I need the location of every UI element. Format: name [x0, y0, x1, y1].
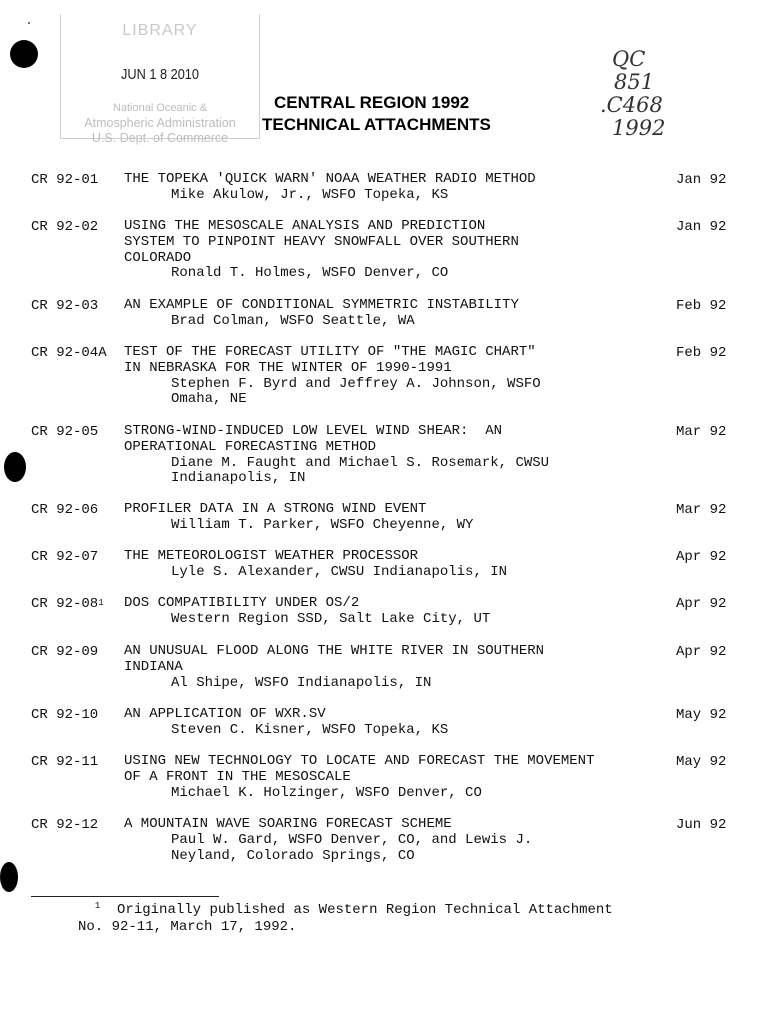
entry-code-text: CR 92-11	[31, 754, 99, 770]
entry-date: Jun 92	[676, 817, 727, 833]
entry-text	[124, 502, 473, 534]
entry-code-text: CR 92-01	[31, 172, 99, 188]
entry-title-line: A MOUNTAIN WAVE SOARING FORECAST SCHEME	[124, 816, 452, 832]
entry-title-line: OF A FRONT IN THE MESOSCALE	[124, 768, 351, 785]
speck	[28, 22, 30, 24]
footnote-line: Originally published as Western Region Technical Attachment	[117, 902, 613, 918]
entry-text	[124, 549, 507, 581]
call-number-line: 851	[614, 70, 655, 94]
entry-title-line: USING THE MESOSCALE ANALYSIS AND PREDICTION	[124, 218, 486, 234]
entry-code-text: CR 92-09	[31, 644, 99, 660]
entry-text	[124, 424, 549, 487]
punch-hole	[0, 862, 18, 892]
library-stamp	[60, 14, 260, 145]
entry-title-line: IN NEBRASKA FOR THE WINTER OF 1990-1991	[124, 359, 452, 376]
entry-date: Apr 92	[676, 596, 727, 612]
entry-code-text: CR 92-08	[31, 596, 99, 612]
stamp-title: LIBRARY	[122, 22, 198, 39]
entry-code-text: CR 92-02	[31, 219, 99, 235]
entry-author-line: Paul W. Gard, WSFO Denver, CO, and Lewis J.	[171, 831, 533, 848]
entry-title-line: SYSTEM TO PINPOINT HEAVY SNOWFALL OVER SOUTHERN	[124, 233, 519, 250]
entry-author-line: Al Shipe, WSFO Indianapolis, IN	[171, 674, 432, 691]
entry-code	[31, 817, 98, 833]
entry-title-line: AN APPLICATION OF WXR.SV	[124, 706, 326, 722]
entry-date: Feb 92	[676, 298, 727, 314]
footnote-line: No. 92-11, March 17, 1992.	[78, 919, 297, 935]
entry-author-line: Indianapolis, IN	[171, 470, 306, 487]
entry-author-line: Steven C. Kisner, WSFO Topeka, KS	[171, 721, 449, 738]
entry-code	[31, 424, 98, 440]
handwritten-call-number	[600, 48, 720, 140]
entry-text	[124, 172, 536, 204]
entry-title-line: STRONG-WIND-INDUCED LOW LEVEL WIND SHEAR: AN	[124, 423, 503, 439]
entry-author-line: Michael K. Holzinger, WSFO Denver, CO	[171, 784, 482, 801]
entry-title-line: AN EXAMPLE OF CONDITIONAL SYMMETRIC INSTABILITY	[124, 297, 519, 313]
entry-date: Apr 92	[676, 549, 727, 565]
call-number-line: 1992	[612, 116, 666, 140]
entry-author-line: Ronald T. Holmes, WSFO Denver, CO	[171, 265, 449, 282]
entry-text	[124, 707, 448, 739]
entry-text	[124, 754, 594, 801]
entry-text	[124, 644, 544, 691]
footnote-rule	[31, 896, 219, 897]
punch-hole	[10, 40, 38, 68]
entry-title-line: AN UNUSUAL FLOOD ALONG THE WHITE RIVER IN SOUTHERN	[124, 643, 545, 659]
entry-date: Mar 92	[676, 424, 727, 440]
entry-code	[31, 549, 98, 565]
punch-hole	[4, 452, 26, 482]
entry-author-line: Brad Colman, WSFO Seattle, WA	[171, 312, 415, 329]
entry-date: Jan 92	[676, 172, 727, 188]
stamp-line: U.S. Dept. of Commerce	[91, 131, 229, 145]
entry-title-line: OPERATIONAL FORECASTING METHOD	[124, 438, 377, 455]
call-number-line: QC	[612, 47, 646, 71]
entry-date: Jan 92	[676, 219, 727, 235]
entry-code-text: CR 92-05	[31, 424, 99, 440]
stamp-date: JUN 1 8 2010	[121, 66, 199, 83]
entry-code	[31, 172, 98, 188]
entry-author-line: Lyle S. Alexander, CWSU Indianapolis, IN	[171, 563, 508, 580]
entry-code	[31, 502, 98, 518]
entry-author-line: Mike Akulow, Jr., WSFO Topeka, KS	[171, 186, 449, 203]
footnote-ref: 1	[98, 598, 104, 608]
entry-text	[124, 345, 541, 408]
entry-code	[31, 707, 98, 723]
entry-text	[124, 817, 532, 864]
entry-title-line: COLORADO	[124, 249, 192, 266]
entry-author-line: William T. Parker, WSFO Cheyenne, WY	[171, 516, 474, 533]
entry-code-text: CR 92-03	[31, 298, 99, 314]
entry-code	[31, 596, 104, 612]
entry-date: May 92	[676, 707, 727, 723]
entry-text	[124, 596, 490, 628]
entry-title-line: DOS COMPATIBILITY UNDER OS/2	[124, 595, 360, 611]
entry-date: Apr 92	[676, 644, 727, 660]
entry-title-line: PROFILER DATA IN A STRONG WIND EVENT	[124, 501, 427, 517]
entry-date: May 92	[676, 754, 727, 770]
title-line: TECHNICAL ATTACHMENTS	[262, 115, 491, 134]
entry-code-text: CR 92-10	[31, 707, 99, 723]
entry-date: Feb 92	[676, 345, 727, 361]
footnote	[78, 902, 613, 935]
entry-code	[31, 219, 98, 235]
entry-code-text: CR 92-07	[31, 549, 99, 565]
document-title	[262, 92, 582, 136]
entry-code	[31, 298, 98, 314]
entry-title-line: THE TOPEKA 'QUICK WARN' NOAA WEATHER RADIO METHOD	[124, 171, 536, 187]
entry-code	[31, 754, 98, 770]
entry-title-line: TEST OF THE FORECAST UTILITY OF "THE MAGIC CHART"	[124, 344, 536, 360]
entry-date: Mar 92	[676, 502, 727, 518]
entry-title-line: USING NEW TECHNOLOGY TO LOCATE AND FORECAST THE MOVEMENT	[124, 753, 595, 769]
entry-text	[124, 219, 519, 282]
title-line: CENTRAL REGION 1992	[274, 93, 470, 112]
entry-code-text: CR 92-04A	[31, 345, 107, 361]
call-number-line: .C468	[600, 93, 663, 117]
entry-code-text: CR 92-06	[31, 502, 99, 518]
entry-author-line: Omaha, NE	[171, 391, 247, 408]
entry-title-line: THE METEOROLOGIST WEATHER PROCESSOR	[124, 548, 419, 564]
entry-author-line: Neyland, Colorado Springs, CO	[171, 847, 415, 864]
entry-code	[31, 644, 98, 660]
entry-author-line: Diane M. Faught and Michael S. Rosemark, CWSU	[171, 454, 550, 471]
entry-title-line: INDIANA	[124, 658, 183, 675]
footnote-mark: 1	[94, 901, 101, 911]
stamp-line: National Oceanic &	[112, 102, 208, 114]
entry-code-text: CR 92-12	[31, 817, 99, 833]
entry-code	[31, 345, 107, 361]
entry-text	[124, 298, 519, 330]
entry-author-line: Western Region SSD, Salt Lake City, UT	[171, 610, 491, 627]
entry-author-line: Stephen F. Byrd and Jeffrey A. Johnson, WSFO	[171, 375, 541, 392]
stamp-line: Atmospheric Administration	[84, 116, 236, 130]
